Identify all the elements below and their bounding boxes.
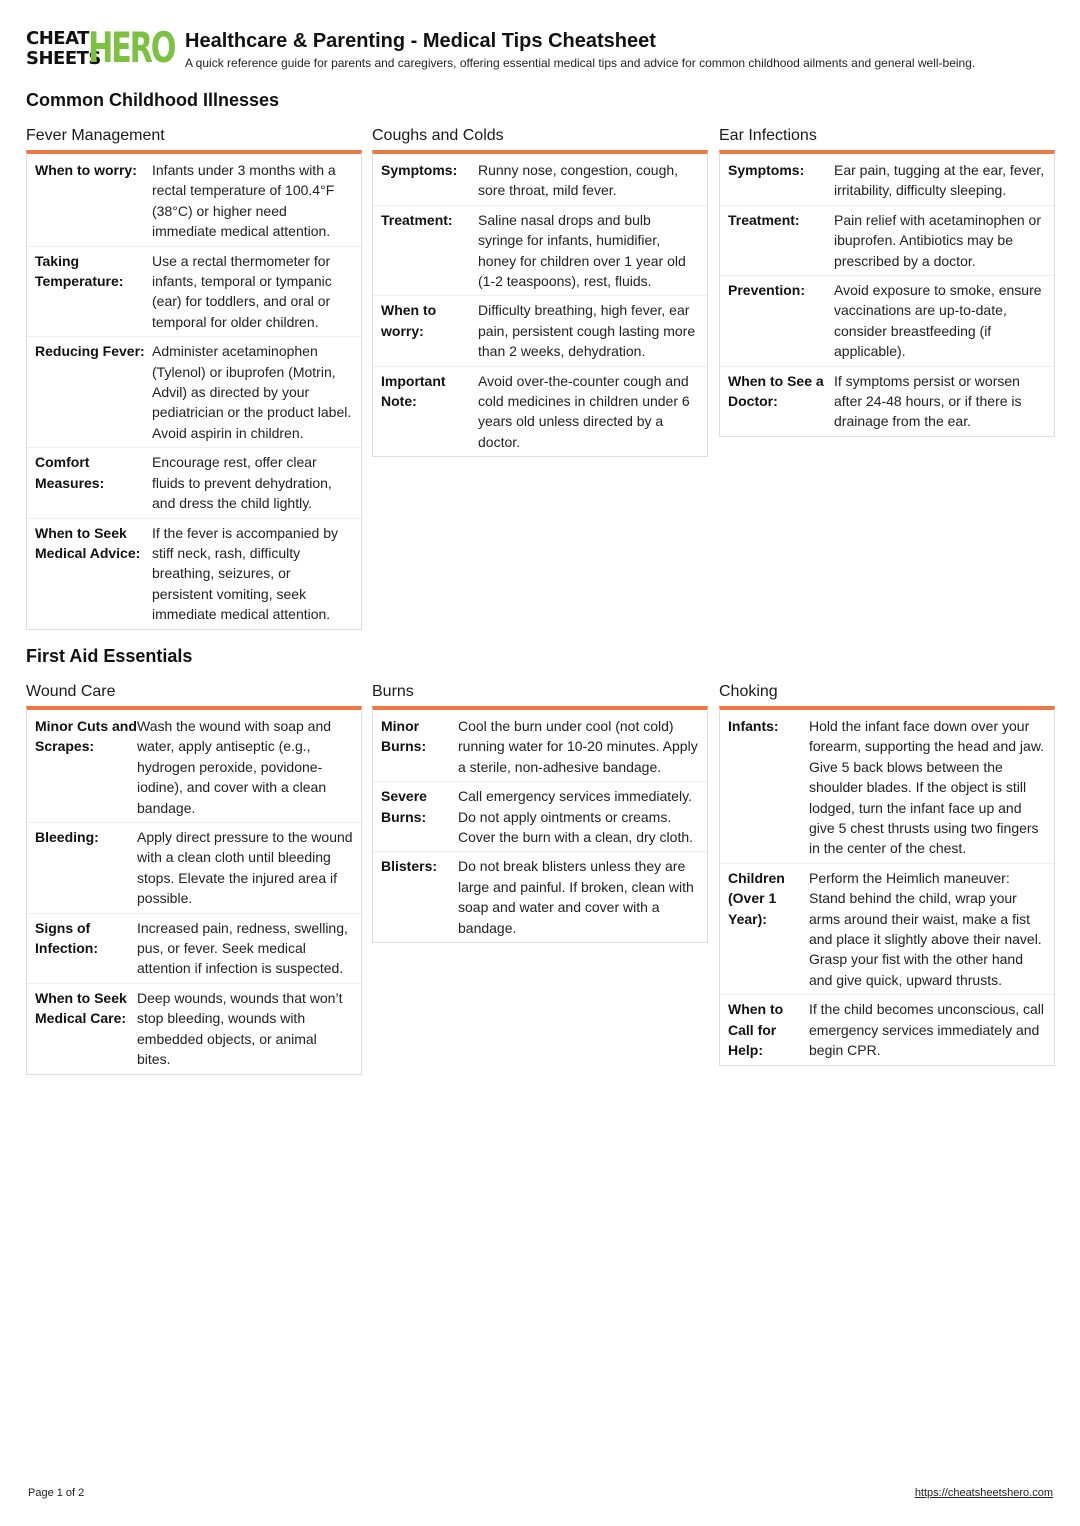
row-value: Cool the burn under cool (not cold) running water for 10-20 minutes. Apply a sterile, non-adhesive bandage. bbox=[458, 718, 698, 775]
row-value: If symptoms persist or worsen after 24-48 hours, or if there is drainage from the ear. bbox=[834, 372, 1022, 430]
row-label: Children (Over 1 Year): bbox=[728, 869, 785, 927]
table-row bbox=[720, 994, 1054, 1064]
card-coughs-and-colds bbox=[372, 126, 708, 457]
row-label: Treatment: bbox=[381, 211, 453, 228]
row-value: Apply direct pressure to the wound with a clean cloth until bleeding stops. Elevate the injured area if possible. bbox=[137, 829, 353, 907]
table-row bbox=[373, 205, 707, 296]
row-label: Symptoms: bbox=[728, 162, 805, 178]
cheatsheetshero-logo[interactable] bbox=[26, 23, 175, 72]
row-label: Infants: bbox=[728, 718, 779, 734]
row-value: Administer acetaminophen (Tylenol) or ibuprofen (Motrin, Advil) as directed by your pediatrician or the product label. Avoid aspirin in children. bbox=[152, 343, 352, 441]
card-title: Wound Care bbox=[26, 683, 116, 700]
table-row bbox=[27, 913, 361, 983]
row-value: Increased pain, redness, swelling, pus, or fever. Seek medical attention if infection is suspected. bbox=[137, 919, 348, 977]
row-label: Bleeding: bbox=[35, 829, 99, 846]
row-label: When to See a Doctor: bbox=[728, 372, 824, 410]
row-label: When to Call for Help: bbox=[728, 1001, 784, 1059]
card-title: Ear Infections bbox=[719, 127, 817, 144]
card-table bbox=[372, 706, 708, 943]
row-value: Runny nose, congestion, cough, sore throat, mild fever. bbox=[478, 162, 679, 199]
table-row bbox=[373, 366, 707, 457]
table-row bbox=[373, 781, 707, 851]
page-number: Page 1 of 2 bbox=[28, 1487, 85, 1499]
card-table bbox=[719, 706, 1055, 1066]
row-value: Difficulty breathing, high fever, ear pain, persistent cough lasting more than 2 weeks, dehydration. bbox=[478, 302, 696, 360]
table-row bbox=[27, 246, 361, 337]
table-row bbox=[27, 518, 361, 629]
table-row bbox=[720, 154, 1054, 205]
table-row bbox=[373, 710, 707, 781]
site-link[interactable]: https://cheatsheetshero.com bbox=[914, 1487, 1053, 1499]
section-heading-common-illnesses: Common Childhood Illnesses bbox=[26, 90, 280, 110]
row-label: Blisters: bbox=[381, 858, 438, 875]
row-label: Severe Burns: bbox=[381, 788, 427, 825]
card-table bbox=[372, 150, 708, 457]
row-label: Minor Cuts and Scrapes: bbox=[35, 718, 137, 755]
table-row bbox=[720, 710, 1054, 863]
row-value: Use a rectal thermometer for infants, temporal or tympanic (ear) for toddlers, and oral or temporal for older children. bbox=[152, 252, 332, 330]
table-row bbox=[373, 154, 707, 205]
row-value: If the fever is accompanied by stiff neck, rash, difficulty breathing, seizures, or persistent vomiting, seek immediate medical attention. bbox=[152, 524, 338, 623]
row-value: Infants under 3 months with a rectal temperature of 100.4°F (38°C) or higher need immediate medical attention. bbox=[152, 162, 336, 240]
row-label: Signs of Infection: bbox=[35, 919, 98, 957]
logo-text-sheets: SHEETS bbox=[26, 48, 101, 69]
row-label: When to worry: bbox=[35, 162, 137, 178]
table-row bbox=[27, 336, 361, 447]
row-value: Hold the infant face down over your forearm, supporting the head and jaw. Give 5 back blows between the shoulder blades. If the object is still lodged, turn the infant face up and give 5 chest thrusts using two fingers in the center of the chest. bbox=[809, 718, 1045, 857]
row-value: Do not break blisters unless they are large and painful. If broken, clean with soap and water and cover with a bandage. bbox=[458, 858, 694, 936]
row-label: When to Seek Medical Advice: bbox=[35, 524, 141, 561]
row-value: Encourage rest, offer clear fluids to prevent dehydration, and dress the child lightly. bbox=[152, 454, 332, 512]
row-label: Comfort Measures: bbox=[35, 454, 105, 491]
row-value: Avoid exposure to smoke, ensure vaccinations are up-to-date, consider breastfeeding (if applicable). bbox=[834, 282, 1042, 360]
row-label: Treatment: bbox=[728, 211, 800, 228]
card-fever-management bbox=[26, 126, 362, 630]
page-subtitle: A quick reference guide for parents and caregivers, offering essential medical tips and advice for common childhood ailments and general well-being. bbox=[185, 56, 976, 70]
table-row bbox=[27, 710, 361, 822]
table-row bbox=[720, 205, 1054, 275]
card-title: Choking bbox=[719, 683, 778, 700]
card-wound-care bbox=[26, 682, 362, 1075]
card-choking bbox=[719, 682, 1055, 1066]
table-row bbox=[373, 295, 707, 365]
logo-text-cheat: CHEAT bbox=[26, 28, 89, 49]
row-value: Pain relief with acetaminophen or ibuprofen. Antibiotics may be prescribed by a doctor. bbox=[834, 211, 1042, 269]
card-table bbox=[719, 150, 1055, 437]
row-label: Reducing Fever: bbox=[35, 343, 145, 360]
row-label: Prevention: bbox=[728, 282, 806, 299]
table-row bbox=[720, 275, 1054, 366]
row-value: Perform the Heimlich maneuver: Stand behind the child, wrap your arms around their waist, make a fist and place it slightly above their navel. Grasp your fist with the other hand and give quick, upward thrusts. bbox=[809, 869, 1042, 988]
row-label: Taking Temperature: bbox=[35, 252, 124, 290]
row-value: Wash the wound with soap and water, apply antiseptic (e.g., hydrogen peroxide, povidone-iodine), and cover with a clean bandage. bbox=[137, 718, 332, 816]
row-label: Minor Burns: bbox=[381, 718, 427, 755]
table-row bbox=[27, 983, 361, 1074]
row-value: Avoid over-the-counter cough and cold medicines in children under 6 years old unless directed by a doctor. bbox=[478, 372, 690, 450]
card-ear-infections bbox=[719, 126, 1055, 437]
card-burns bbox=[372, 682, 708, 943]
row-label: When to Seek Medical Care: bbox=[35, 989, 127, 1027]
card-table bbox=[26, 150, 362, 630]
row-value: Saline nasal drops and bulb syringe for infants, humidifier, honey for children over 1 year old (1-2 teaspoons), rest, fluids. bbox=[478, 211, 686, 290]
row-value: If the child becomes unconscious, call emergency services immediately and begin CPR. bbox=[809, 1001, 1045, 1059]
logo-text-hero: HERO bbox=[88, 23, 175, 72]
table-row bbox=[27, 154, 361, 246]
card-title: Coughs and Colds bbox=[372, 127, 504, 144]
page-title: Healthcare & Parenting - Medical Tips Cheatsheet bbox=[185, 30, 656, 52]
row-value: Ear pain, tugging at the ear, fever, irritability, difficulty sleeping. bbox=[834, 162, 1045, 199]
table-row bbox=[27, 447, 361, 517]
table-row bbox=[720, 366, 1054, 436]
row-value: Call emergency services immediately. Do not apply ointments or creams. Cover the burn with a clean, dry cloth. bbox=[458, 788, 694, 846]
row-label: Important Note: bbox=[381, 372, 446, 410]
table-row bbox=[373, 851, 707, 942]
section-heading-first-aid: First Aid Essentials bbox=[26, 646, 193, 666]
card-title: Burns bbox=[372, 683, 414, 700]
card-table bbox=[26, 706, 362, 1075]
row-label: Symptoms: bbox=[381, 162, 458, 178]
page-header bbox=[26, 23, 1056, 72]
row-value: Deep wounds, wounds that won’t stop bleeding, wounds with embedded objects, or animal bites. bbox=[137, 989, 343, 1068]
row-label: When to worry: bbox=[381, 302, 437, 339]
table-row bbox=[27, 822, 361, 913]
card-title: Fever Management bbox=[26, 127, 165, 144]
table-row bbox=[720, 863, 1054, 994]
